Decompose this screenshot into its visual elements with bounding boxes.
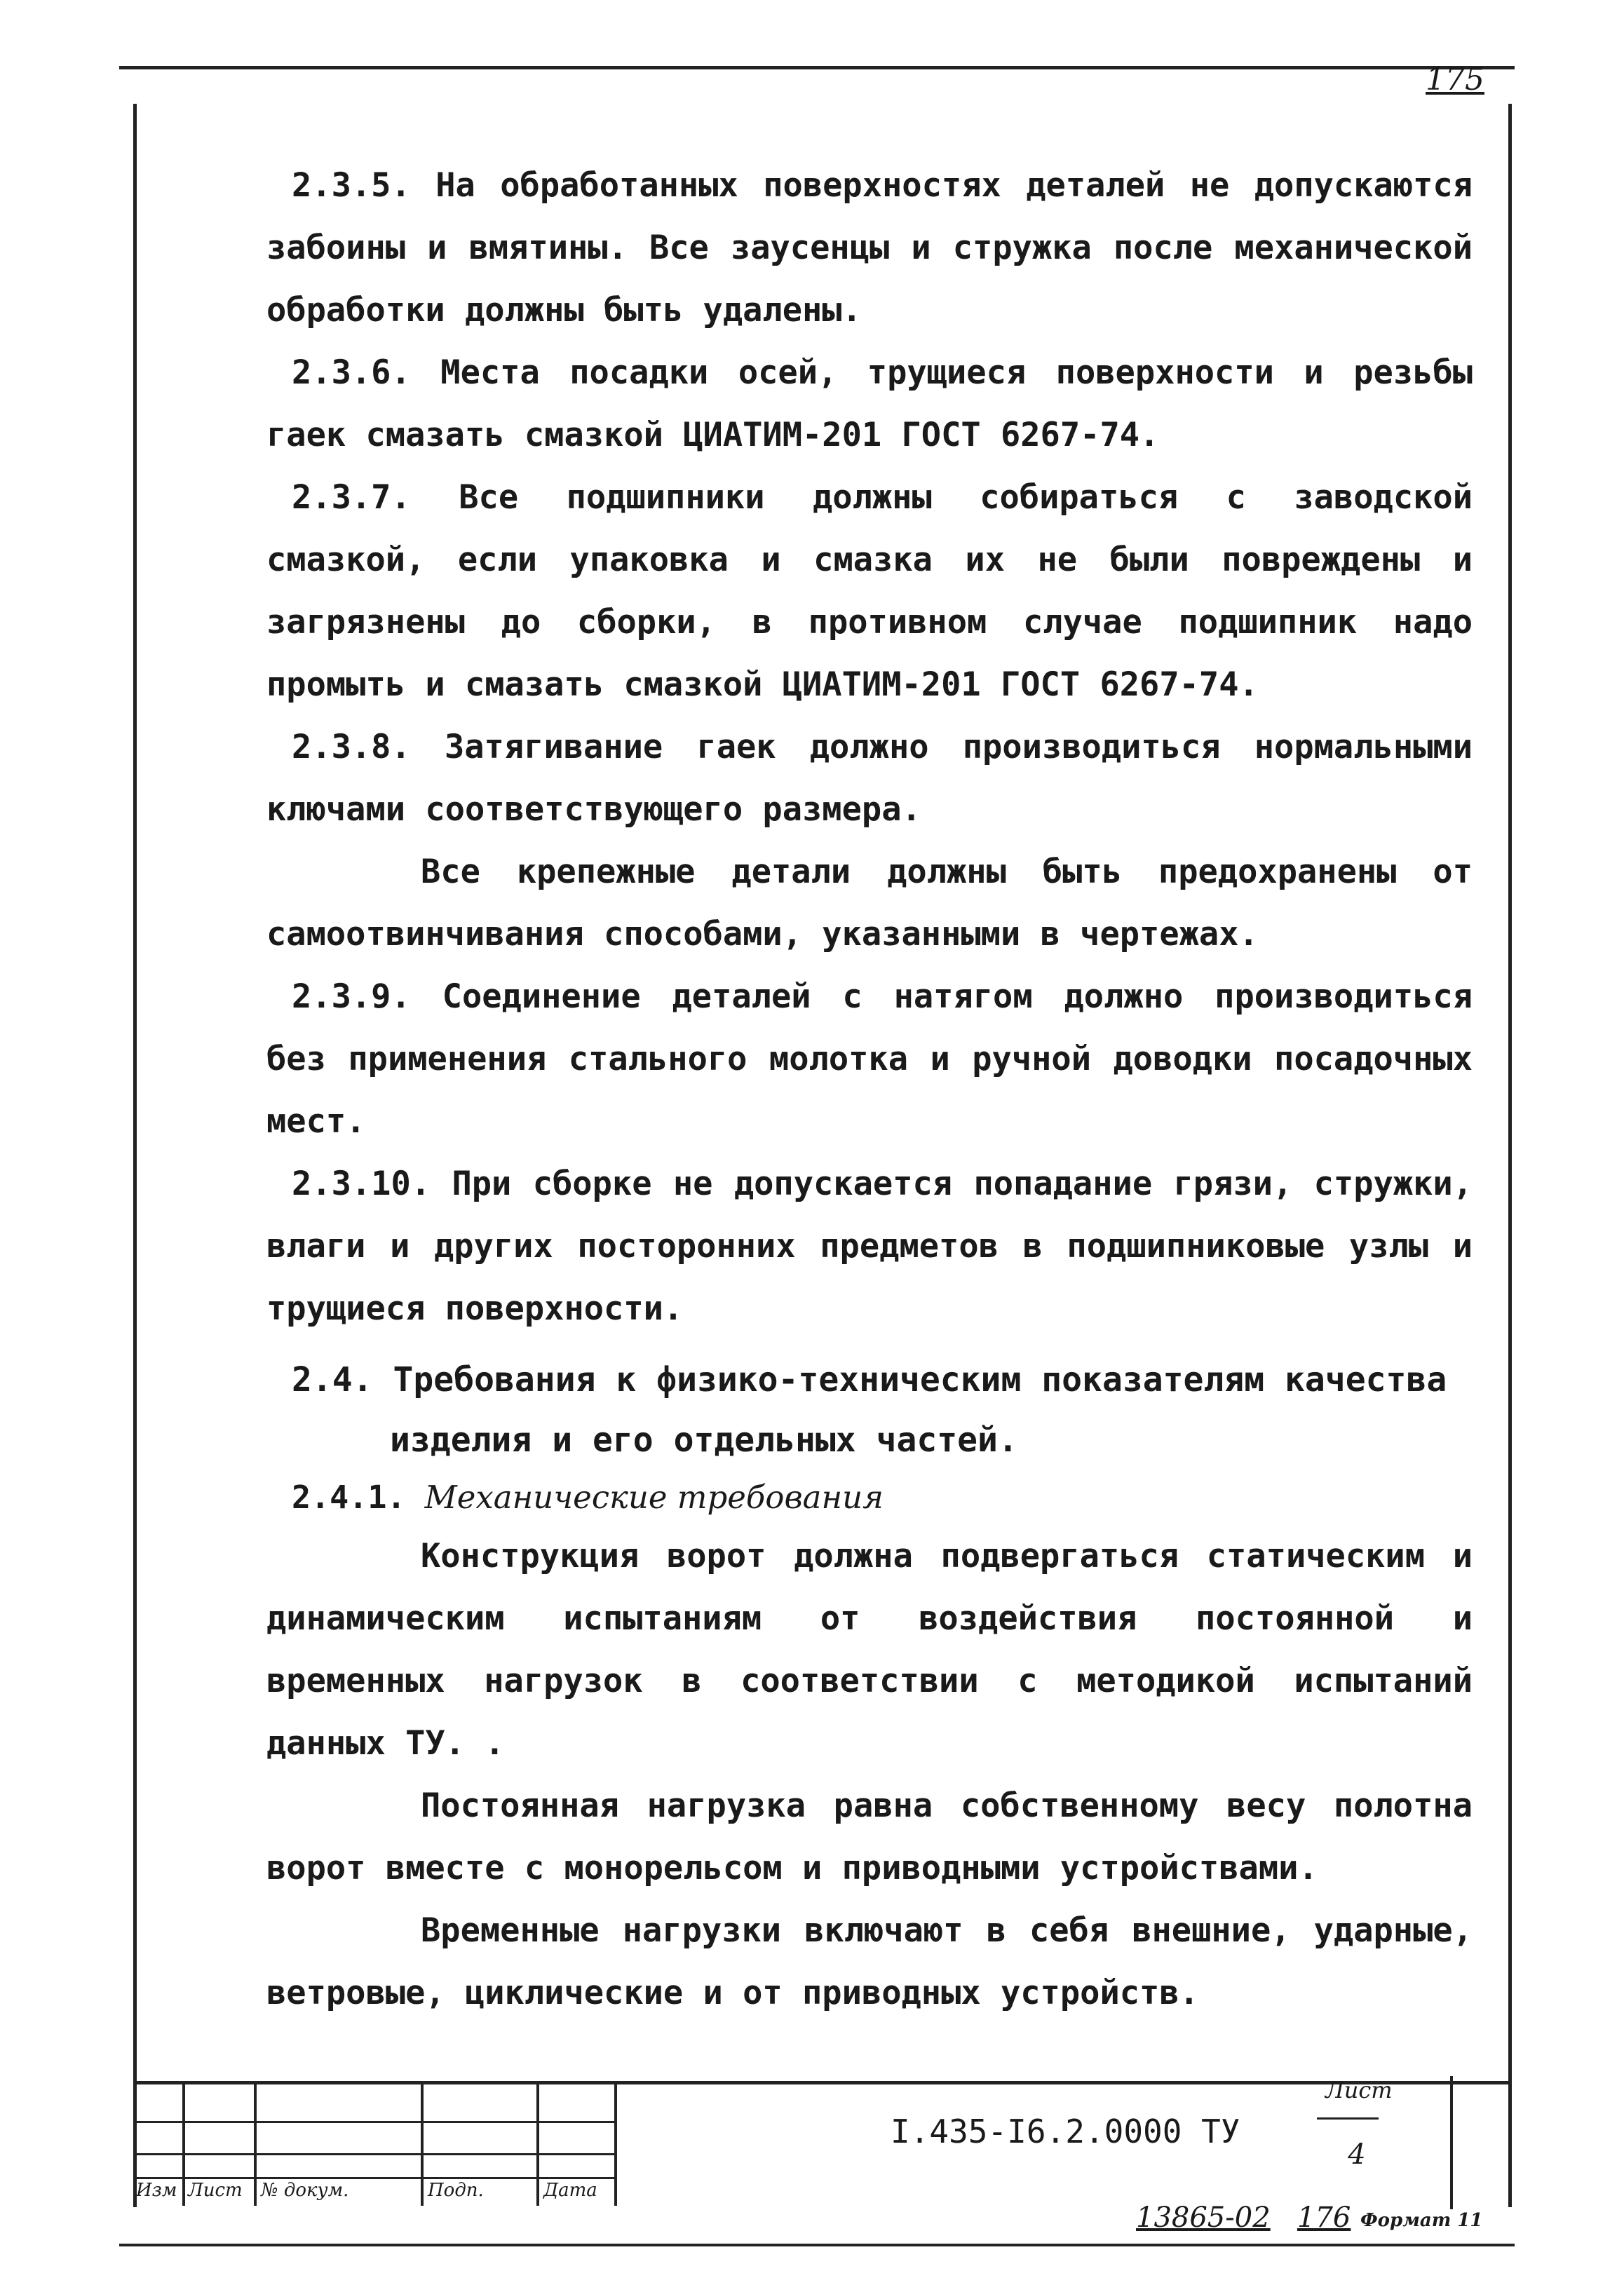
paragraph-2-3-7 xyxy=(266,466,1473,716)
grid-line xyxy=(133,2121,617,2123)
clause-text: При сборке не допускается попадание грязи, стружки, влаги и других посторонних предметов в подшипниковые узлы и трущиеся поверхности. xyxy=(266,1165,1473,1328)
grid-line xyxy=(254,2084,257,2206)
label-sheet: Лист xyxy=(188,2180,243,2201)
sheet-label: Лист xyxy=(1325,2077,1393,2103)
paragraph-fasteners xyxy=(266,841,1473,965)
subsection-number: 2.4.1. xyxy=(292,1479,406,1516)
label-doc-number: № докум. xyxy=(261,2180,349,2201)
clause-number: 2.3.10. xyxy=(292,1165,431,1203)
clause-text: Места посадки осей, трущиеся поверхности и резьбы гаек смазать смазкой ЦИАТИМ-201 ГОСТ 6267-74. xyxy=(266,353,1473,454)
paragraph-2-3-10 xyxy=(266,1153,1473,1340)
sheet-box xyxy=(1450,2076,1515,2209)
top-rule xyxy=(119,66,1515,69)
grid-line xyxy=(536,2084,539,2206)
paragraph-construction-tests xyxy=(266,1525,1473,1775)
sheet-divider xyxy=(1317,2117,1379,2120)
document-body xyxy=(266,154,1473,2024)
clause-text: Все подшипники должны собираться с заводской смазкой, если упаковка и смазка их не были повреждены и загрязнены до сборки, в противном случае подшипник надо промыть и смазать смазкой ЦИАТИМ-201 ГОСТ 6267-74. xyxy=(266,478,1473,704)
clause-number: 2.3.6. xyxy=(292,353,411,392)
format-label: Формат 11 xyxy=(1360,2210,1483,2231)
paragraph-2-3-6 xyxy=(266,341,1473,466)
bottom-rule xyxy=(119,2244,1515,2246)
section-number: 2.4. xyxy=(292,1360,373,1399)
section-title-line1: Требования к физико-техническим показателям качества xyxy=(393,1360,1447,1399)
clause-number: 2.3.9. xyxy=(292,977,411,1016)
footer-stamp xyxy=(968,2202,1515,2244)
paragraph-temporary-loads xyxy=(266,1899,1473,2024)
page-number: 175 xyxy=(1426,62,1484,97)
clause-number: 2.3.7. xyxy=(292,478,411,517)
clause-number: 2.3.8. xyxy=(292,728,411,766)
paragraph-2-3-9 xyxy=(266,965,1473,1153)
title-block xyxy=(133,2081,1512,2206)
sheet-number: 4 xyxy=(1348,2138,1366,2171)
clause-text: Соединение деталей с натягом должно производиться без применения стального молотка и ручной доводки посадочных мест. xyxy=(266,977,1473,1141)
label-signature: Подп. xyxy=(428,2180,484,2201)
subsection-title: Механические требования xyxy=(424,1479,884,1516)
clause-text: Все крепежные детали должны быть предохранены от самоотвинчивания способами, указанными в чертежах. xyxy=(266,853,1473,954)
section-2-4-1-heading xyxy=(266,1470,1473,1525)
grid-line xyxy=(614,2084,617,2206)
label-date: Дата xyxy=(543,2180,597,2201)
section-title-line2: изделия и его отдельных частей. xyxy=(390,1421,1018,1460)
clause-number: 2.3.5. xyxy=(292,166,411,205)
clause-text: Затягивание гаек должно производиться нормальными ключами соответствующего размера. xyxy=(266,728,1473,829)
label-change: Изм xyxy=(136,2180,177,2201)
grid-line xyxy=(182,2084,185,2206)
paragraph-2-3-8 xyxy=(266,716,1473,841)
clause-text: Конструкция ворот должна подвергаться статическим и динамическим испытаниям от воздействия постоянной и временных нагрузок в соответствии с методикой испытаний данных ТУ. . xyxy=(266,1537,1473,1763)
paragraph-2-3-5 xyxy=(266,154,1473,341)
clause-text: На обработанных поверхностях деталей не допускаются забоины и вмятины. Все заусенцы и стружка после механической обработки должны быть удалены. xyxy=(266,166,1473,330)
clause-text: Постоянная нагрузка равна собственному весу полотна ворот вместе с монорельсом и приводными устройствами. xyxy=(266,1786,1473,1887)
grid-line xyxy=(421,2084,424,2206)
grid-line xyxy=(133,2153,617,2155)
revision-grid xyxy=(133,2084,617,2206)
paragraph-constant-load xyxy=(266,1775,1473,1899)
grid-line xyxy=(133,2177,617,2179)
copy-number: 176 xyxy=(1297,2202,1351,2234)
section-2-4-heading xyxy=(266,1350,1473,1470)
document-designation: I.435-I6.2.0000 ТУ xyxy=(891,2113,1240,2150)
clause-text: Временные нагрузки включают в себя внешние, ударные, ветровые, циклические и от приводных устройств. xyxy=(266,1911,1473,2012)
inventory-number: 13865-02 xyxy=(1136,2202,1271,2234)
